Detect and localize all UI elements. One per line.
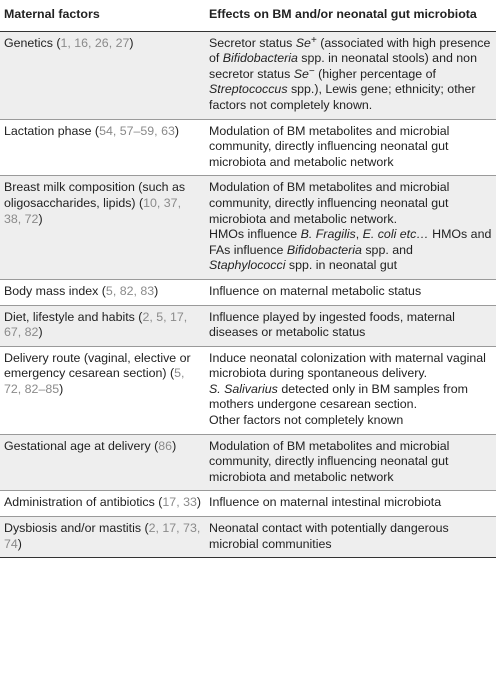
- text-fragment: ): [59, 381, 64, 396]
- effect-cell: [205, 119, 496, 176]
- maternal-factor-cell: [0, 305, 205, 346]
- table-row: [0, 517, 496, 558]
- text-fragment: ): [174, 123, 179, 138]
- text-fragment: ): [17, 536, 22, 551]
- table-row: [0, 346, 496, 434]
- text-fragment: ): [154, 283, 159, 298]
- text-fragment: Other factors not completely known: [209, 413, 404, 428]
- italic-term: Se: [295, 35, 311, 50]
- table-row: [0, 305, 496, 346]
- text-fragment: HMOs and FAs influence: [209, 227, 492, 257]
- effect-line: [209, 284, 492, 300]
- reference-numbers: 1, 16, 26, 27: [60, 35, 130, 50]
- text-fragment: Body mass index (: [4, 283, 106, 298]
- text-fragment: Dysbiosis and/or mastitis (: [4, 521, 149, 536]
- effect-line: [209, 227, 492, 274]
- reference-numbers: 2, 5, 17, 67, 82: [4, 309, 188, 340]
- italic-term: B. Fragilis: [300, 227, 356, 242]
- effect-line: [209, 413, 492, 429]
- effect-cell: [205, 31, 496, 119]
- text-fragment: ): [38, 325, 43, 340]
- table-row: [0, 119, 496, 176]
- maternal-factor-cell: [0, 434, 205, 491]
- table-row: [0, 176, 496, 280]
- maternal-factor-cell: [0, 176, 205, 280]
- effect-cell: [205, 346, 496, 434]
- text-fragment: Induce neonatal colonization with maternal vaginal microbiota during spontaneous delivery.: [209, 350, 486, 381]
- text-fragment: ): [196, 495, 201, 510]
- table-row: [0, 491, 496, 517]
- text-fragment: Modulation of BM metabolites and microbial community, directly influencing neonatal gut microbiota and metabolic network.: [209, 180, 450, 226]
- table-body: [0, 31, 496, 558]
- reference-numbers: 5, 82, 83: [105, 283, 155, 298]
- text-fragment: Diet, lifestyle and habits (: [4, 309, 143, 324]
- text-fragment: Modulation of BM metabolites and microbial community, directly influencing neonatal gut microbiota and metabolic network: [209, 123, 450, 169]
- italic-term: Se: [293, 66, 309, 81]
- effect-cell: [205, 176, 496, 280]
- text-fragment: Influence played by ingested foods, maternal diseases or metabolic status: [209, 309, 455, 340]
- reference-numbers: 86: [158, 438, 173, 453]
- superscript: +: [310, 34, 317, 46]
- maternal-factor-cell: [0, 517, 205, 558]
- maternal-factor-cell: [0, 31, 205, 119]
- table-row: [0, 434, 496, 491]
- text-fragment: ): [129, 35, 134, 50]
- text-fragment: ,: [355, 227, 363, 242]
- effect-line: [209, 351, 492, 382]
- text-fragment: Breast milk composition (such as oligosaccharides, lipids) (: [4, 180, 186, 210]
- text-fragment: Modulation of BM metabolites and microbial community, directly influencing neonatal gut microbiota and metabolic network: [209, 438, 450, 484]
- header-maternal-factors: Maternal factors: [0, 0, 205, 31]
- italic-term: S. Salivarius: [209, 381, 278, 396]
- effect-cell: [205, 434, 496, 491]
- text-fragment: Neonatal contact with potentially dangerous microbial communities: [209, 521, 449, 551]
- text-fragment: detected only in BM samples from mothers undergone cesarean section.: [209, 381, 468, 412]
- effect-line: [209, 310, 492, 341]
- table-row: [0, 279, 496, 305]
- italic-term: Staphylococci: [209, 258, 286, 273]
- text-fragment: Gestational age at delivery (: [4, 438, 159, 453]
- reference-numbers: 17, 33: [162, 495, 197, 510]
- header-effects: Effects on BM and/or neonatal gut microbiota: [205, 0, 496, 31]
- effect-cell: [205, 305, 496, 346]
- reference-numbers: 54, 57–59, 63: [99, 123, 175, 138]
- header-row: [0, 0, 496, 31]
- table-row: [0, 31, 496, 119]
- effect-line: [209, 36, 492, 114]
- maternal-factor-cell: [0, 119, 205, 176]
- text-fragment: (associated with high presence of: [209, 35, 491, 66]
- maternal-factor-cell: [0, 279, 205, 305]
- italic-term: E. coli etc…: [362, 227, 429, 242]
- reference-numbers: 10, 37, 38, 72: [4, 195, 182, 226]
- text-fragment: Influence on maternal metabolic status: [209, 283, 422, 298]
- text-fragment: Delivery route (vaginal, elective or emergency cesarean section) (: [4, 350, 191, 381]
- text-fragment: (higher percentage of: [314, 66, 436, 81]
- superscript: −: [308, 65, 315, 77]
- text-fragment: Secretor status: [209, 35, 296, 50]
- text-fragment: Genetics (: [4, 35, 61, 50]
- italic-term: Bifidobacteria: [286, 242, 362, 257]
- text-fragment: spp. in neonatal gut: [285, 258, 398, 273]
- text-fragment: spp. and: [361, 242, 413, 257]
- text-fragment: HMOs influence: [209, 227, 301, 242]
- italic-term: Streptococcus: [209, 82, 288, 97]
- text-fragment: Influence on maternal intestinal microbiota: [209, 495, 442, 510]
- reference-numbers: 2, 17, 73, 74: [4, 521, 201, 551]
- effect-line: [209, 521, 492, 552]
- table-header: [0, 0, 496, 31]
- effect-line: [209, 382, 492, 413]
- maternal-factor-cell: [0, 346, 205, 434]
- text-fragment: spp. in neonatal stools) and non secretor status: [209, 51, 477, 81]
- effect-line: [209, 439, 492, 486]
- text-fragment: Administration of antibiotics (: [4, 495, 163, 510]
- effect-cell: [205, 491, 496, 517]
- text-fragment: Lactation phase (: [4, 123, 100, 138]
- reference-numbers: 5, 72, 82–85: [4, 366, 185, 396]
- text-fragment: ): [172, 438, 177, 453]
- text-fragment: ): [38, 211, 43, 226]
- effect-cell: [205, 279, 496, 305]
- text-fragment: spp.), Lewis gene; ethnicity; other factors not completely known.: [209, 82, 476, 112]
- effect-cell: [205, 517, 496, 558]
- effect-line: [209, 495, 492, 511]
- italic-term: Bifidobacteria: [222, 51, 298, 66]
- maternal-factor-cell: [0, 491, 205, 517]
- effect-line: [209, 124, 492, 171]
- effect-line: [209, 180, 492, 227]
